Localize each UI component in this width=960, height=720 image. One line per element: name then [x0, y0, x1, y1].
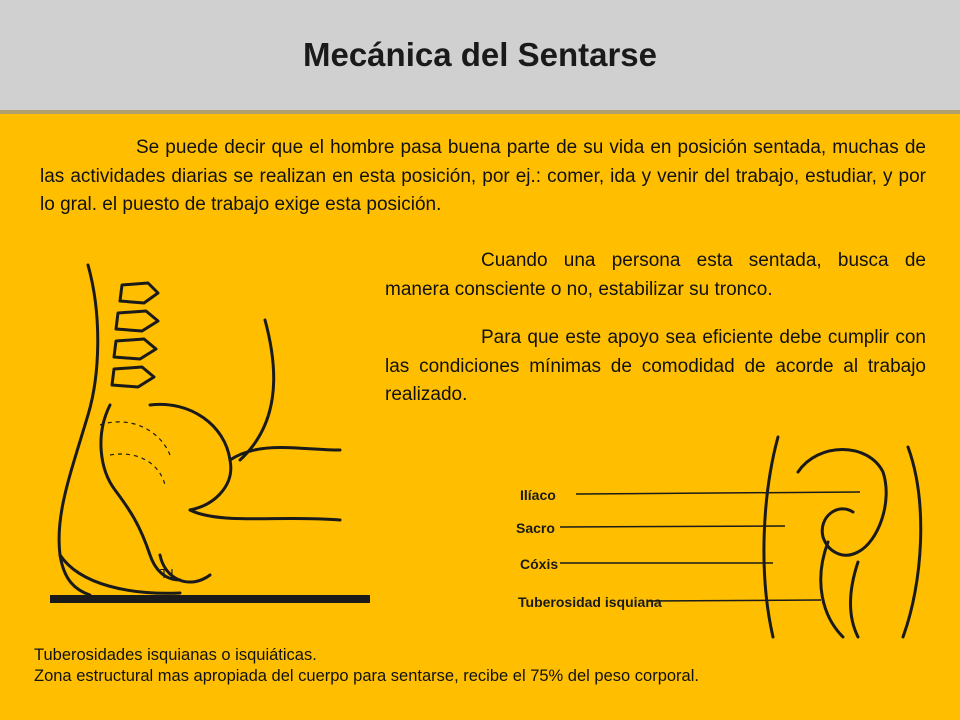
seated-pelvis-illustration	[40, 255, 380, 615]
page-title: Mecánica del Sentarse	[302, 36, 657, 73]
label-coxis: Cóxis	[520, 556, 559, 572]
ti-label: T.I	[160, 566, 174, 581]
stability-paragraph: Cuando una persona esta sentada, busca de manera consciente o no, estabilizar su tronco.	[385, 250, 926, 300]
support-paragraph: Para que este apoyo sea eficiente debe cumplir con las condiciones mínimas de comodidad de acorde al trabajo realizado.	[385, 327, 926, 405]
label-tuberosidad: Tuberosidad isquiana	[518, 594, 662, 610]
header-bar	[0, 0, 960, 110]
caption-line-2: Zona estructural mas apropiada del cuerpo para sentarse, recibe el 75% del peso corporal.	[34, 667, 699, 685]
intro-paragraph: Se puede decir que el hombre pasa buena parte de su vida en posición sentada, muchas de las actividades diarias se realizan en esta posición, por ej.: comer, ida y venir del trabajo, estudiar, y por lo gral. el puesto de trabajo exige esta posición.	[40, 137, 926, 215]
header-divider	[0, 110, 960, 114]
figure-caption	[34, 645, 934, 687]
label-sacro: Sacro	[516, 520, 555, 536]
caption-line-1: Tuberosidades isquianas o isquiáticas.	[34, 646, 317, 664]
label-iliaco: Ilíaco	[520, 487, 556, 503]
pelvis-anatomy-diagram	[498, 432, 938, 642]
